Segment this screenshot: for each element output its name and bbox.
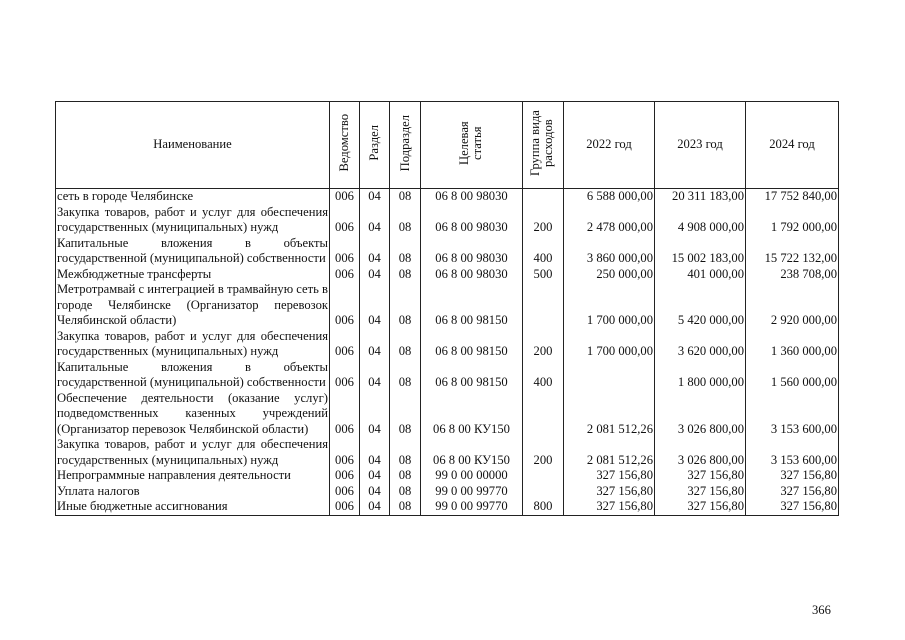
row-amount-2023: 4 908 000,00 [655, 205, 746, 236]
row-target-article: 06 8 00 98030 [421, 189, 523, 205]
row-subsection: 08 [390, 236, 421, 267]
row-amount-2024: 238 708,00 [746, 267, 839, 283]
row-department: 006 [330, 205, 360, 236]
table-row [56, 468, 839, 484]
row-amount-2023: 3 026 800,00 [655, 391, 746, 438]
row-target-article: 06 8 00 98030 [421, 205, 523, 236]
row-amount-2024: 3 153 600,00 [746, 437, 839, 468]
row-section: 04 [360, 205, 390, 236]
table-row [56, 484, 839, 500]
row-amount-2022: 327 156,80 [564, 499, 655, 515]
row-section: 04 [360, 267, 390, 283]
row-department: 006 [330, 391, 360, 438]
row-amount-2022: 1 700 000,00 [564, 329, 655, 360]
row-amount-2022: 2 081 512,26 [564, 391, 655, 438]
row-subsection: 08 [390, 205, 421, 236]
table-row [56, 329, 839, 360]
row-expense-group [523, 484, 564, 500]
row-expense-group: 500 [523, 267, 564, 283]
row-expense-group [523, 391, 564, 438]
row-expense-group: 200 [523, 205, 564, 236]
table-row [56, 282, 839, 329]
table-row [56, 499, 839, 515]
row-target-article: 99 0 00 99770 [421, 499, 523, 515]
row-section: 04 [360, 499, 390, 515]
row-target-article: 06 8 00 98150 [421, 282, 523, 329]
row-section: 04 [360, 236, 390, 267]
row-target-article: 06 8 00 98150 [421, 360, 523, 391]
row-department: 006 [330, 329, 360, 360]
row-name: Иные бюджетные ассигнования [56, 499, 330, 515]
row-target-article: 06 8 00 98030 [421, 236, 523, 267]
row-name: Непрограммные направления деятельности [56, 468, 330, 484]
row-name: Метротрамвай с интеграцией в трамвайную сеть в городе Челябинске (Организатор перевозок Челябинской области) [57, 282, 328, 327]
row-amount-2023: 20 311 183,00 [655, 189, 746, 205]
row-target-article: 99 0 00 00000 [421, 468, 523, 484]
row-amount-2024: 3 153 600,00 [746, 391, 839, 438]
row-department: 006 [330, 267, 360, 283]
header-2024: 2024 год [746, 102, 839, 189]
row-amount-2023: 401 000,00 [655, 267, 746, 283]
row-name: Межбюджетные трансферты [56, 267, 330, 283]
row-subsection: 08 [390, 360, 421, 391]
table-row [56, 205, 839, 236]
row-name: Капитальные вложения в объекты государственной (муниципальной) собственности [57, 235, 328, 265]
budget-table [55, 101, 839, 516]
row-department: 006 [330, 468, 360, 484]
header-row [56, 102, 839, 189]
row-amount-2022: 327 156,80 [564, 484, 655, 500]
row-subsection: 08 [390, 391, 421, 438]
row-section: 04 [360, 360, 390, 391]
row-subsection: 08 [390, 484, 421, 500]
row-amount-2024: 327 156,80 [746, 499, 839, 515]
row-amount-2022: 2 081 512,26 [564, 437, 655, 468]
row-amount-2024: 327 156,80 [746, 468, 839, 484]
row-expense-group: 400 [523, 360, 564, 391]
row-amount-2022: 1 700 000,00 [564, 282, 655, 329]
table-row [56, 437, 839, 468]
row-section: 04 [360, 189, 390, 205]
row-section: 04 [360, 329, 390, 360]
header-expense-group: Группа вида расходов [523, 102, 564, 189]
row-amount-2022: 327 156,80 [564, 468, 655, 484]
header-subsection: Подраздел [390, 102, 421, 189]
row-expense-group: 200 [523, 437, 564, 468]
row-department: 006 [330, 189, 360, 205]
row-name: Обеспечение деятельности (оказание услуг) подведомственных казенных учреждений (Организатор перевозок Челябинской области) [57, 390, 328, 436]
row-section: 04 [360, 484, 390, 500]
table-row [56, 391, 839, 438]
row-amount-2024: 1 792 000,00 [746, 205, 839, 236]
row-department: 006 [330, 499, 360, 515]
table-row [56, 189, 839, 205]
header-section: Раздел [360, 102, 390, 189]
row-target-article: 99 0 00 99770 [421, 484, 523, 500]
row-subsection: 08 [390, 499, 421, 515]
row-subsection: 08 [390, 329, 421, 360]
table-row [56, 236, 839, 267]
header-department: Ведомство [330, 102, 360, 189]
row-subsection: 08 [390, 282, 421, 329]
row-name: Закупка товаров, работ и услуг для обеспечения государственных (муниципальных) нужд [57, 328, 328, 358]
row-expense-group: 400 [523, 236, 564, 267]
row-department: 006 [330, 236, 360, 267]
page-number: 366 [812, 603, 831, 617]
row-name: Уплата налогов [56, 484, 330, 500]
row-subsection: 08 [390, 437, 421, 468]
row-amount-2023: 327 156,80 [655, 468, 746, 484]
row-section: 04 [360, 282, 390, 329]
row-amount-2023: 327 156,80 [655, 499, 746, 515]
row-expense-group: 800 [523, 499, 564, 515]
row-subsection: 08 [390, 189, 421, 205]
row-target-article: 06 8 00 КУ150 [421, 437, 523, 468]
header-2022: 2022 год [564, 102, 655, 189]
row-subsection: 08 [390, 468, 421, 484]
row-expense-group: 200 [523, 329, 564, 360]
row-section: 04 [360, 468, 390, 484]
row-amount-2024: 17 752 840,00 [746, 189, 839, 205]
row-amount-2023: 327 156,80 [655, 484, 746, 500]
row-amount-2022: 6 588 000,00 [564, 189, 655, 205]
row-expense-group [523, 189, 564, 205]
row-amount-2022: 250 000,00 [564, 267, 655, 283]
table-row [56, 360, 839, 391]
row-amount-2024: 1 360 000,00 [746, 329, 839, 360]
row-expense-group [523, 282, 564, 329]
row-subsection: 08 [390, 267, 421, 283]
row-section: 04 [360, 437, 390, 468]
row-name: Закупка товаров, работ и услуг для обеспечения государственных (муниципальных) нужд [57, 204, 328, 234]
header-name: Наименование [56, 102, 330, 189]
row-target-article: 06 8 00 98030 [421, 267, 523, 283]
row-target-article: 06 8 00 КУ150 [421, 391, 523, 438]
row-name: Капитальные вложения в объекты государственной (муниципальной) собственности [57, 359, 328, 389]
row-amount-2024: 327 156,80 [746, 484, 839, 500]
row-amount-2023: 3 620 000,00 [655, 329, 746, 360]
row-name: сеть в городе Челябинске [56, 189, 330, 205]
header-target-article: Целевая статья [421, 102, 523, 189]
header-2023: 2023 год [655, 102, 746, 189]
row-name: Закупка товаров, работ и услуг для обеспечения государственных (муниципальных) нужд [57, 437, 328, 467]
row-department: 006 [330, 282, 360, 329]
row-amount-2022: 2 478 000,00 [564, 205, 655, 236]
row-target-article: 06 8 00 98150 [421, 329, 523, 360]
row-amount-2023: 5 420 000,00 [655, 282, 746, 329]
row-amount-2024: 15 722 132,00 [746, 236, 839, 267]
row-department: 006 [330, 484, 360, 500]
row-expense-group [523, 468, 564, 484]
row-amount-2022: 3 860 000,00 [564, 236, 655, 267]
table-row [56, 267, 839, 283]
row-department: 006 [330, 437, 360, 468]
row-department: 006 [330, 360, 360, 391]
row-amount-2024: 1 560 000,00 [746, 360, 839, 391]
row-amount-2023: 1 800 000,00 [655, 360, 746, 391]
row-amount-2022 [564, 360, 655, 391]
row-amount-2024: 2 920 000,00 [746, 282, 839, 329]
row-amount-2023: 15 002 183,00 [655, 236, 746, 267]
row-section: 04 [360, 391, 390, 438]
row-amount-2023: 3 026 800,00 [655, 437, 746, 468]
